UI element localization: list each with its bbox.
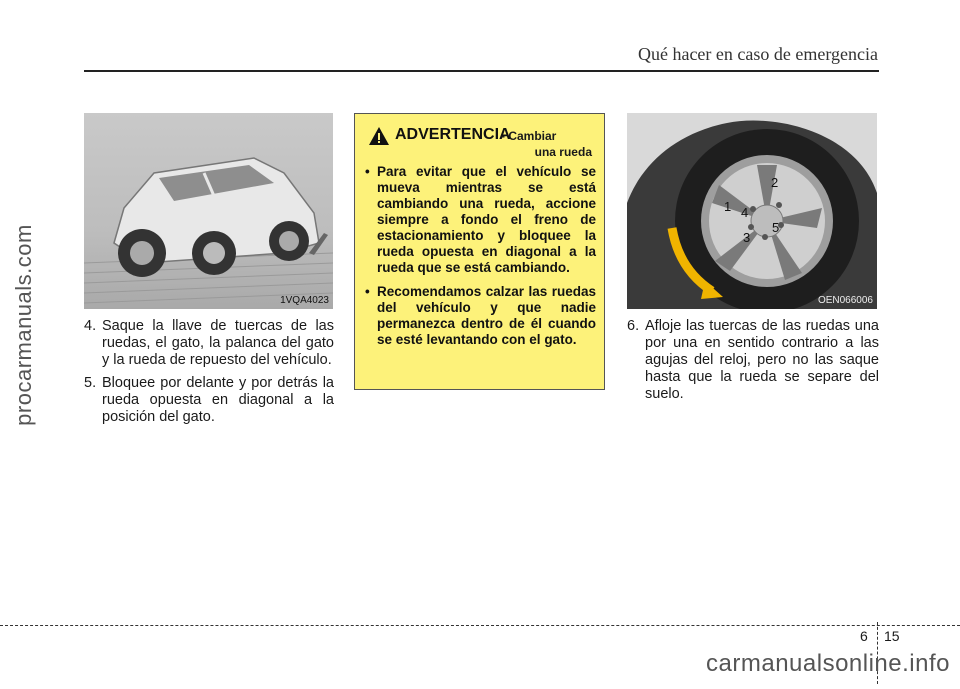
section-title: Qué hacer en caso de emergencia	[637, 44, 878, 64]
car-jack-illustration	[84, 113, 333, 309]
bottom-watermark: carmanualsonline.info	[706, 650, 950, 677]
side-watermark-text: procarmanuals.com	[11, 224, 36, 426]
step-item	[627, 318, 879, 403]
step-text: Afloje las tuercas de las ruedas una por una en sentido contrario a las agujas del reloj, pero no las saque hasta que la rueda se separe del suelo.	[645, 318, 879, 402]
warning-subtitle: - Cambiar	[501, 129, 557, 143]
figure-caption: OEN066006	[817, 295, 873, 306]
footer-divider	[0, 625, 960, 626]
nut-label: 3	[743, 230, 751, 245]
warning-item-text: Para evitar que el vehículo se mueva mientras se está cambiando una rueda, accione siempre a fondo el freno de estacionamiento y bloquee la rueda opuesta en diagonal a la rueda que se está cambiando.	[377, 164, 596, 275]
step-number: 4.	[84, 318, 97, 334]
step-text: Bloquee por delante y por detrás la rueda opuesta en diagonal a la posición del gato.	[102, 375, 334, 425]
side-watermark	[4, 160, 44, 490]
bullet: •	[365, 284, 370, 299]
nut-label: 2	[771, 175, 779, 190]
warning-subtitle-cont: una rueda	[534, 145, 592, 159]
nut-label: 5	[772, 220, 780, 235]
wheel-nuts-photo	[627, 113, 877, 309]
page-number: 15	[884, 628, 900, 644]
step-item	[84, 375, 334, 426]
warning-item	[365, 164, 596, 276]
left-steps	[84, 318, 334, 432]
step-item	[84, 318, 334, 369]
warning-list	[355, 164, 604, 348]
step-number: 6.	[627, 318, 640, 334]
warning-item-text: Recomendamos calzar las ruedas del vehículo y que nadie permanezca dentro de él cuando se esté levantando con el gato.	[377, 284, 596, 347]
wheel-illustration	[627, 113, 877, 309]
chapter-number: 6	[860, 628, 868, 644]
step-number: 5.	[84, 375, 97, 391]
nut-label: 4	[741, 205, 749, 220]
car-jack-photo	[84, 113, 333, 309]
right-steps	[627, 318, 879, 409]
warning-box	[354, 113, 605, 390]
warning-triangle-icon	[368, 126, 390, 146]
nut-label: 1	[724, 199, 732, 214]
step-text: Saque la llave de tuercas de las ruedas, el gato, la palanca del gato y la rueda de repuesto del vehículo.	[102, 318, 334, 368]
figure-caption: 1VQA4023	[280, 295, 329, 306]
warning-title: ADVERTENCIA	[395, 126, 511, 143]
warning-header	[355, 114, 604, 164]
warning-item	[365, 284, 596, 348]
header-divider	[84, 70, 879, 72]
bullet: •	[365, 164, 370, 179]
